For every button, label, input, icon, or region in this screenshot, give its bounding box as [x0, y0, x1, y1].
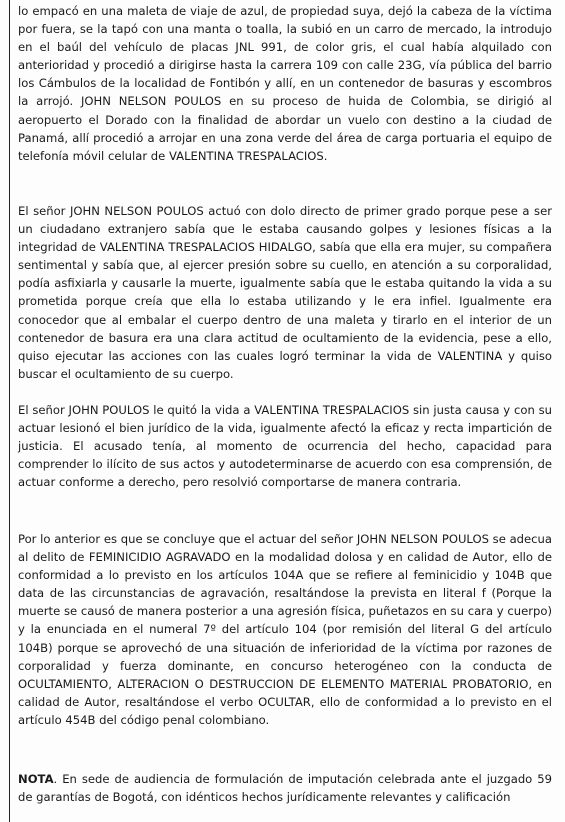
nota-label: NOTA [18, 772, 54, 786]
nota-text: . En sede de audiencia de formulación de imputación celebrada ante el juzgado 59 de garantías de Bogotá, con idénticos hechos jurídicamente relevantes y calificación [18, 772, 552, 805]
paragraph-intent-analysis: El señor JOHN NELSON POULOS actuó con dolo directo de primer grado porque pese a ser un ciudadano extranjero sabía que le estaba causando golpes y lesiones físicas a la integridad de VALENTINA TRESPALACIOS HIDALGO, sabía que ella era mujer, su compañera sentimental y sabía que, al ejercer presión sobre su cuello, en atención a su corporalidad, podía asfixiarla y causarle la muerte, igualmente sabía que le estaba quitando la vida a su prometida porque creía que ella lo estaba utilizando y le era infiel. Igualmente era conocedor que al embalar el cuerpo dentro de una maleta y tirarlo en el interior de un contenedor de basura era una clara actitud de ocultamiento de la evidencia, pese a ello, quiso ejecutar las acciones con las cuales logró terminar la vida de VALENTINA y quiso buscar el ocultamiento de su cuerpo. [18, 204, 552, 381]
paragraph-legal-classification: Por lo anterior es que se concluye que el actuar del señor JOHN NELSON POULOS se adecua al delito de FEMINICIDIO AGRAVADO en la modalidad dolosa y en calidad de Autor, ello de conformidad a lo previsto en los artículos 104A que se refiere al feminicidio y 104B que data de las circunstancias de agravación, resaltándose la prevista en literal f (Porque la muerte se causó de manera posterior a una agresión física, puñetazos en su cara y cuerpo) y la enunciada en el numeral 7º del artículo 104 (por remisión del literal G del artículo 104B) porque se aprovechó de una situación de inferioridad de la víctima por razones de corporalidad y fuerza dominante, en concurso heterogéneo con la conducta de OCULTAMIENTO, ALTERACION O DESTRUCCION DE ELEMENTO MATERIAL PROBATORIO, en calidad de Autor, resaltándose el verbo OCULTAR, ello de conformidad a lo previsto en el artículo 454B del código penal colombiano. [18, 532, 552, 727]
page-left-border [9, 0, 10, 822]
paragraph-nota [18, 770, 552, 806]
paragraph-unjust-cause: El señor JOHN POULOS le quitó la vida a VALENTINA TRESPALACIOS sin justa causa y con su actuar lesionó el bien jurídico de la vida, igualmente afectó la eficaz y recta impartición de justicia. El acusado tenía, al momento de ocurrencia del hecho, capacidad para comprender lo ilícito de sus actos y autodeterminarse de acuerdo con esa comprensión, de actuar conforme a derecho, pero resolvió comportarse de manera contraria. [18, 403, 552, 490]
paragraph-facts-continuation: lo empacó en una maleta de viaje de azul, de propiedad suya, dejó la cabeza de la víctima por fuera, se la tapó con una manta o toalla, la subió en un carro de mercado, la introdujo en el baúl del vehículo de placas JNL 991, de color gris, el cual había alquilado con anterioridad y procedió a dirigirse hasta la carrera 109 con calle 23G, vía pública del barrio los Cámbulos de la localidad de Fontibón y allí, en un contenedor de basuras y escombros la arrojó. JOHN NELSON POULOS en su proceso de huida de Colombia, se dirigió al aeropuerto el Dorado con la finalidad de abordar un vuelo con destino a la ciudad de Panamá, allí procedió a arrojar en una zona verde del área de carga portuaria el equipo de telefonía móvil celular de VALENTINA TRESPALACIOS. [18, 4, 552, 163]
